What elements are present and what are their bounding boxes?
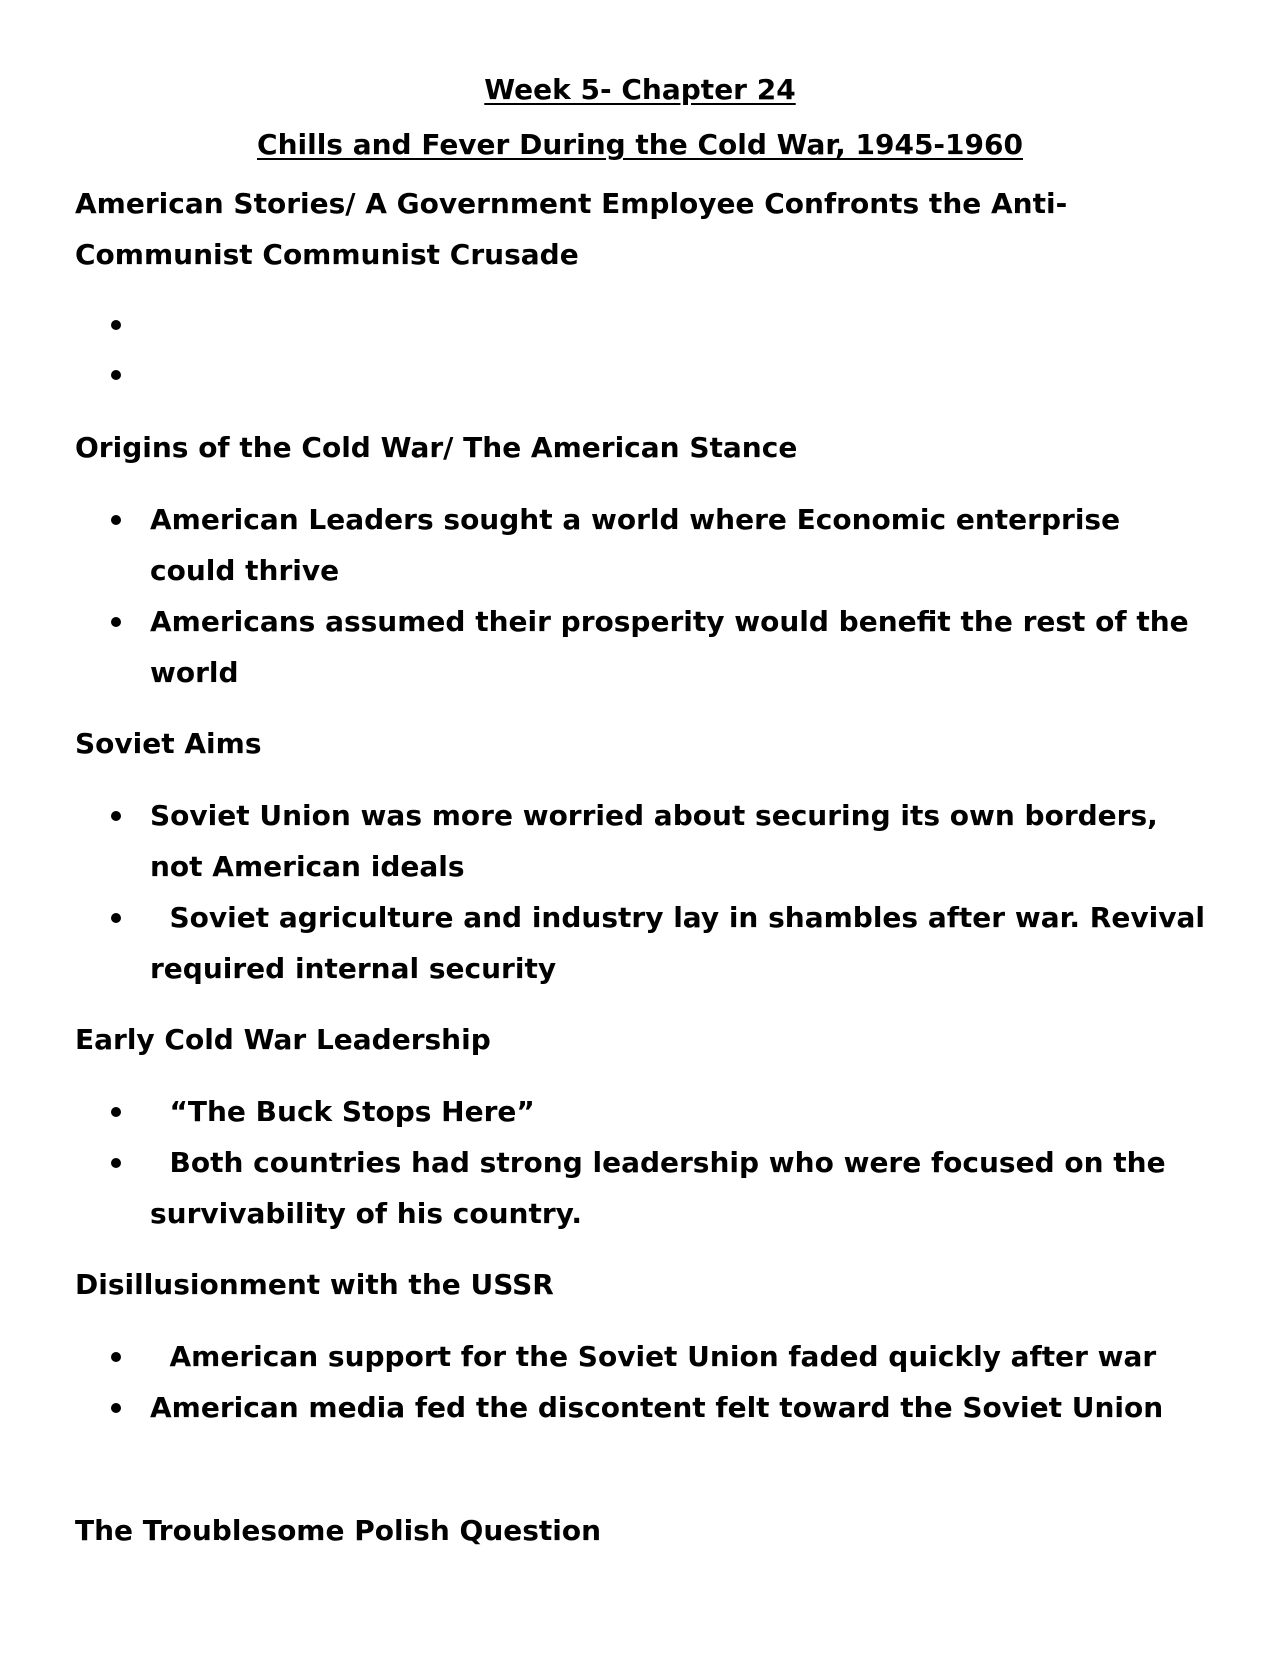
bullet-icon (111, 1107, 121, 1117)
section-heading-soviet-aims: Soviet Aims (75, 727, 262, 760)
list-item-text: Soviet Union was more worried about securing its own borders, not American ideals (150, 799, 1168, 883)
list-item-text: American Leaders sought a world where Economic enterprise could thrive (150, 503, 1130, 587)
section-heading-origins: Origins of the Cold War/ The American Stance (75, 431, 798, 464)
list-item-text: Both countries had strong leadership who were focused on the survivability of his country. (150, 1146, 1176, 1230)
section-heading-american-stories: American Stories/ A Government Employee Confronts the Anti-Communist Communist Crusade (75, 187, 1068, 271)
bullet-icon (111, 1403, 121, 1413)
document-title: Week 5- Chapter 24 (484, 73, 796, 106)
list-item-text: “The Buck Stops Here” (150, 1095, 535, 1128)
bullet-icon (111, 515, 121, 525)
bullet-icon (111, 811, 121, 821)
section-heading-polish-question: The Troublesome Polish Question (75, 1514, 602, 1547)
list-item-text: American media fed the discontent felt toward the Soviet Union (150, 1391, 1164, 1424)
list-item-text: Americans assumed their prosperity would benefit the rest of the world (150, 605, 1199, 689)
bullet-icon (111, 913, 121, 923)
bullet-icon (111, 1352, 121, 1362)
section-heading-leadership: Early Cold War Leadership (75, 1023, 491, 1056)
bullet-icon (111, 370, 121, 380)
list-item-text: Soviet agriculture and industry lay in shambles after war. Revival required internal security (150, 901, 1215, 985)
bullet-icon (111, 617, 121, 627)
document-subtitle: Chills and Fever During the Cold War, 1945-1960 (257, 128, 1023, 161)
bullet-icon (111, 1158, 121, 1168)
list-item-text: American support for the Soviet Union faded quickly after war (150, 1340, 1157, 1373)
bullet-icon (111, 320, 121, 330)
section-heading-disillusionment: Disillusionment with the USSR (75, 1268, 554, 1301)
